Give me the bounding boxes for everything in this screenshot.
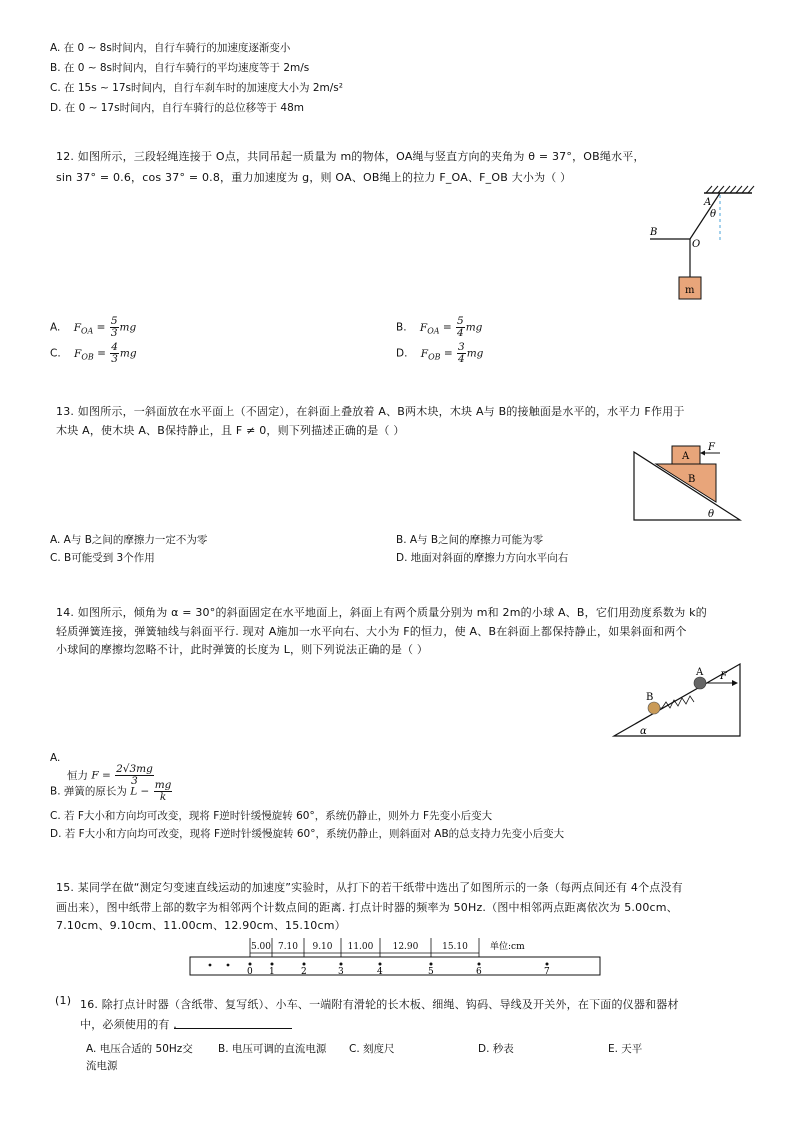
q15-tape-distance-3: 11.00 [347,942,374,952]
q13-label-theta: θ [708,509,715,520]
q16-stem-line2: 中，必须使用的有 . [80,1018,177,1031]
q16-option-b: B. 电压可调的直流电源 [218,1043,327,1055]
q15-tape-point-5 [430,963,433,966]
q15-tape-point-2 [303,963,306,966]
q14-stem-line3: 小球间的摩擦均忽略不计，此时弹簧的长度为 L，则下列说法正确的是（ ） [56,643,429,656]
q15-tape-point-label-5: 5 [428,967,434,977]
q16-stem-line1: 16. 除打点计时器（含纸带、复写纸）、小车、一端附有滑轮的长木板、细绳、钩码、导线及开关外，在下面的仪器和器材 [80,998,679,1011]
q15-tape-point-label-7: 7 [544,967,550,977]
q13-option-c: C. B可能受到 3个作用 [50,552,155,564]
q12-stem-line1: 12. 如图所示，三段轻绳连接于 O点，共同吊起一质量为 m的物体，OA绳与竖直方向的夹角为 θ = 37°，OB绳水平， [56,150,645,163]
q12-label-mass: m [685,285,695,296]
q15-tape-point-label-1: 1 [269,967,275,977]
q13-option-d: D. 地面对斜面的摩擦力方向水平向右 [396,552,569,564]
q14-label-a: A [696,667,704,678]
q16-option-e: E. 天平 [608,1043,643,1055]
q16-answer-blank[interactable] [174,1028,292,1029]
q15-tape-point-0 [249,963,252,966]
q14-stem-line1: 14. 如图所示，倾角为 α = 30°的斜面固定在水平地面上，斜面上有两个质量分别为 m和 2m的小球 A、B，它们用劲度系数为 k的 [56,606,707,619]
q16-sub-label: (1) [55,994,72,1007]
q12-stem-line2: sin 37° = 0.6，cos 37° = 0.8，重力加速度为 g，则 OA、OB绳上的拉力 F_OA、F_OB 大小为（ ） [56,171,572,184]
q16-option-c: C. 刻度尺 [349,1043,395,1055]
q15-tape-point-label-3: 3 [338,967,344,977]
q14-label-alpha: α [640,726,647,737]
q15-tape-point-1 [271,963,274,966]
q15-tape-distance-5: 15.10 [442,942,468,952]
q15-stem-line2: 画出来），图中纸带上部的数字为相邻两个计数点间的距离. 打点计时器的频率为 50Hz.（图中相邻两点距离依次为 5.00cm、 [56,901,678,914]
q13-option-a: A. A与 B之间的摩擦力一定不为零 [50,534,208,546]
q12-label-a: A [704,197,712,208]
q13-stem-line1: 13. 如图所示，一斜面放在水平面上（不固定），在斜面上叠放着 A、B两木块，木块 A与 B的接触面是水平的，水平力 F作用于 [56,405,685,418]
q11-option-a: A. 在 0 ∼ 8s时间内，自行车骑行的加速度逐渐变小 [50,42,291,54]
q12-label-o: O [692,239,701,250]
q15-tape-distance-4: 12.90 [392,942,419,952]
q15-tape-distance-2: 9.10 [312,942,333,952]
q15-tape-point-label-2: 2 [301,967,307,977]
q11-option-d: D. 在 0 ∼ 17s时间内，自行车骑行的总位移等于 48m [50,102,305,114]
q12-option-c: C. $F_{OB}$ = $\frac{4}{3}$ mg [50,341,137,365]
q14-label-f: F [720,671,727,682]
q13-figure [634,440,744,522]
q15-stem-line1: 15. 某同学在做“测定匀变速直线运动的加速度”实验时，从打下的若干纸带中选出了如图所示的一条（每两点间还有 4个点没有 [56,881,683,894]
q12-label-theta: θ [710,209,717,220]
q14-option-a: A. 恒力 F = $\frac{2√3mg}{3}$ [50,752,153,787]
q15-stem-line3: 7.10cm、9.10cm、11.00cm、12.90cm、15.10cm） [56,919,346,932]
q12-option-d: D. $F_{OB}$ = $\frac{3}{4}$ mg [396,341,484,365]
q14-option-b: B. 弹簧的原长为 L − $\frac{mg}{k}$ [50,779,172,803]
q15-tape-point-label-0: 0 [247,967,253,977]
q15-tape-point-6 [478,963,481,966]
q15-tape-distance-1: 7.10 [277,942,299,952]
q14-figure [612,662,746,740]
q16-option-d: D. 秒表 [478,1043,514,1055]
q15-tape-figure [190,936,610,980]
q13-label-b: B [688,474,696,485]
q15-tape-distance-0: 5.00 [250,942,272,952]
q12-option-b: B. $F_{OA}$ = $\frac{5}{4}$ mg [396,315,483,339]
q16-option-a-cont: 流电源 [86,1060,118,1072]
q15-tape-point-label-6: 6 [476,967,482,977]
q13-stem-line2: 木块 A，使木块 A、B保持静止，且 F ≠ 0，则下列描述正确的是（ ） [56,424,405,437]
q16-option-a: A. 电压合适的 50Hz交 [86,1043,193,1055]
q14-stem-line2: 轻质弹簧连接，弹簧轴线与斜面平行. 现对 A施加一水平向右、大小为 F的恒力，使 A、B在斜面上都保持静止，如果斜面和两个 [56,625,687,638]
q12-option-a: A. $F_{OA}$ = $\frac{5}{3}$ mg [50,315,137,339]
q13-label-f: F [708,442,715,453]
q14-label-b: B [646,692,654,703]
q13-label-a: A [682,451,690,462]
q11-option-b: B. 在 0 ∼ 8s时间内，自行车骑行的平均速度等于 2m/s [50,62,310,74]
q15-tape-point-4 [379,963,382,966]
q13-option-b: B. A与 B之间的摩擦力可能为零 [396,534,544,546]
q15-tape-unit: 单位:cm [490,942,525,952]
q12-label-b: B [650,227,658,238]
q14-option-d: D. 若 F大小和方向均可改变，现将 F逆时针缓慢旋转 60°，系统仍静止，则斜面对 AB的总支持力先变小后变大 [50,828,565,840]
q12-figure [640,185,760,305]
q14-option-c: C. 若 F大小和方向均可改变，现将 F逆时针缓慢旋转 60°，系统仍静止，则外力 F先变小后变大 [50,810,493,822]
q15-tape-point-7 [546,963,549,966]
q15-tape-point-3 [340,963,343,966]
q15-tape-point-label-4: 4 [377,967,383,977]
q11-option-c: C. 在 15s ∼ 17s时间内，自行车刹车时的加速度大小为 2m/s² [50,82,343,94]
